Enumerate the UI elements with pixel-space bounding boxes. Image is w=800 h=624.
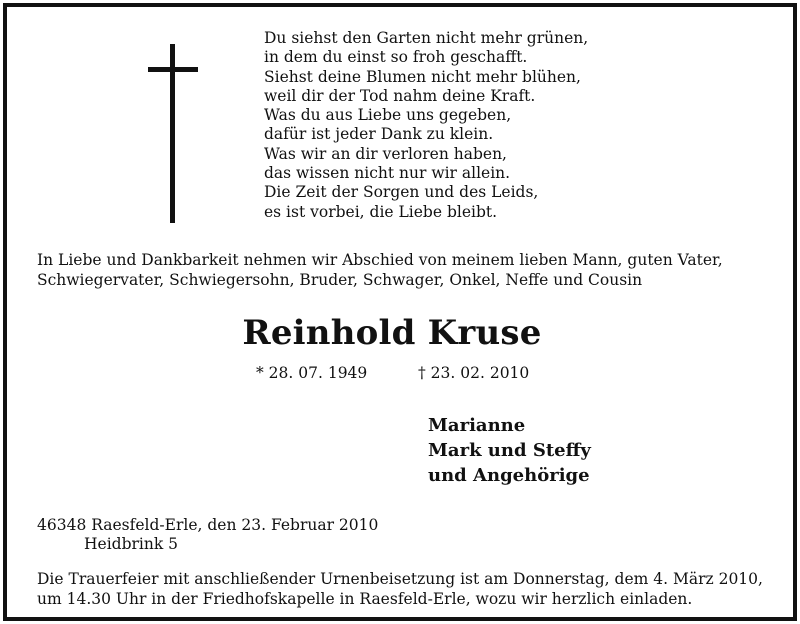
address-line-1: 46348 Raesfeld-Erle, den 23. Februar 2010 [37,516,379,534]
mourner: und Angehörige [428,465,590,486]
poem-line: dafür ist jeder Dank zu klein. [264,125,494,144]
intro-line-2: Schwiegervater, Schwiegersohn, Bruder, Schwager, Onkel, Neffe und Cousin [37,270,643,289]
cross-icon-bar [148,67,198,72]
address-line-2: Heidbrink 5 [84,535,179,553]
poem-line: das wissen nicht nur wir allein. [264,164,511,183]
mourners-list [428,413,591,488]
intro-line-1: In Liebe und Dankbarkeit nehmen wir Abschied von meinem lieben Mann, guten Vater, [37,251,723,269]
poem-line: es ist vorbei, die Liebe bleibt. [264,202,498,221]
death-date: † 23. 02. 2010 [418,364,530,382]
poem-line: Die Zeit der Sorgen und des Leids, [264,183,539,202]
poem-line: in dem du einst so froh geschafft. [264,48,528,67]
ceremony-line-1: Die Trauerfeier mit anschließender Urnenbeisetzung ist am Donnerstag, dem 4. März 2010, [37,570,763,588]
poem-line: Du siehst den Garten nicht mehr grünen, [264,29,589,47]
poem [264,29,588,222]
poem-line: Was du aus Liebe uns gegeben, [264,106,512,125]
obituary-notice [3,3,797,621]
poem-line: weil dir der Tod nahm deine Kraft. [264,86,536,105]
deceased-name: Reinhold Kruse [242,313,542,353]
birth-date: * 28. 07. 1949 [256,364,368,382]
ceremony-line-2: um 14.30 Uhr in der Friedhofskapelle in Raesfeld-Erle, wozu wir herzlich einladen. [37,590,693,608]
mourner: Marianne [428,415,526,436]
ceremony-info [37,569,763,609]
mourner: Mark und Steffy [428,440,591,461]
poem-line: Was wir an dir verloren haben, [264,144,507,163]
intro-text [37,251,723,290]
poem-line: Siehst deine Blumen nicht mehr blühen, [264,67,581,86]
